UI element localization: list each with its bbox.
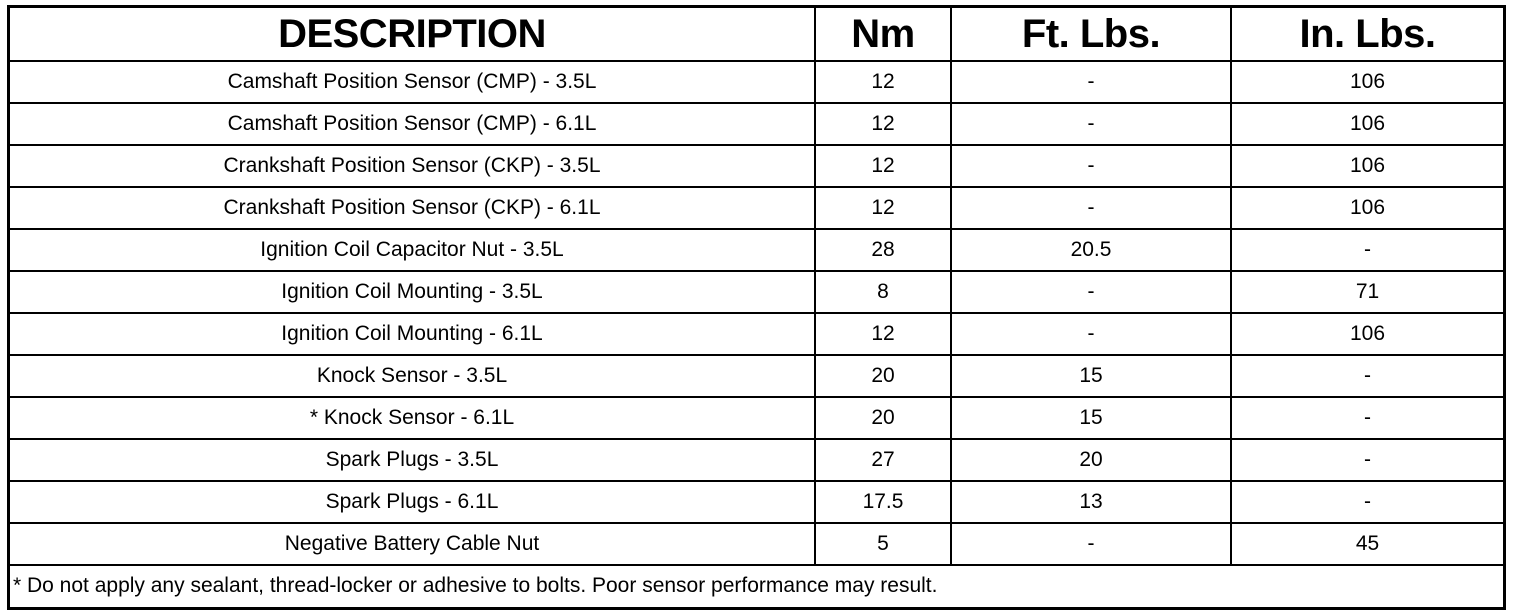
cell-in-lbs: 106 bbox=[1231, 103, 1503, 145]
table-row bbox=[10, 355, 1503, 397]
cell-nm: 28 bbox=[815, 229, 951, 271]
header-nm: Nm bbox=[815, 8, 951, 61]
cell-ft-lbs: 13 bbox=[951, 481, 1231, 523]
cell-nm: 8 bbox=[815, 271, 951, 313]
cell-ft-lbs: 20.5 bbox=[951, 229, 1231, 271]
cell-description: Spark Plugs - 3.5L bbox=[10, 439, 815, 481]
cell-nm: 12 bbox=[815, 61, 951, 103]
cell-in-lbs: 45 bbox=[1231, 523, 1503, 565]
table-row bbox=[10, 145, 1503, 187]
cell-in-lbs: - bbox=[1231, 439, 1503, 481]
cell-ft-lbs: - bbox=[951, 187, 1231, 229]
cell-nm: 20 bbox=[815, 397, 951, 439]
torque-spec-table bbox=[10, 8, 1503, 606]
footnote: * Do not apply any sealant, thread-locker or adhesive to bolts. Poor sensor performance may result. bbox=[10, 565, 1503, 606]
footnote-row bbox=[10, 565, 1503, 606]
cell-nm: 12 bbox=[815, 103, 951, 145]
cell-in-lbs: 106 bbox=[1231, 61, 1503, 103]
cell-nm: 27 bbox=[815, 439, 951, 481]
cell-in-lbs: - bbox=[1231, 481, 1503, 523]
table-row bbox=[10, 271, 1503, 313]
table-row bbox=[10, 313, 1503, 355]
cell-nm: 20 bbox=[815, 355, 951, 397]
cell-ft-lbs: - bbox=[951, 271, 1231, 313]
table-row bbox=[10, 481, 1503, 523]
table-row bbox=[10, 523, 1503, 565]
cell-ft-lbs: - bbox=[951, 313, 1231, 355]
cell-description: Spark Plugs - 6.1L bbox=[10, 481, 815, 523]
cell-description: Ignition Coil Capacitor Nut - 3.5L bbox=[10, 229, 815, 271]
cell-description: * Knock Sensor - 6.1L bbox=[10, 397, 815, 439]
cell-in-lbs: - bbox=[1231, 397, 1503, 439]
cell-description: Negative Battery Cable Nut bbox=[10, 523, 815, 565]
cell-in-lbs: - bbox=[1231, 229, 1503, 271]
cell-nm: 17.5 bbox=[815, 481, 951, 523]
cell-ft-lbs: 15 bbox=[951, 355, 1231, 397]
header-in-lbs: In. Lbs. bbox=[1231, 8, 1503, 61]
cell-ft-lbs: - bbox=[951, 523, 1231, 565]
cell-nm: 5 bbox=[815, 523, 951, 565]
cell-description: Crankshaft Position Sensor (CKP) - 6.1L bbox=[10, 187, 815, 229]
cell-description: Ignition Coil Mounting - 3.5L bbox=[10, 271, 815, 313]
table-row bbox=[10, 397, 1503, 439]
cell-ft-lbs: 20 bbox=[951, 439, 1231, 481]
table-row bbox=[10, 229, 1503, 271]
cell-in-lbs: 106 bbox=[1231, 145, 1503, 187]
cell-description: Camshaft Position Sensor (CMP) - 3.5L bbox=[10, 61, 815, 103]
table-row bbox=[10, 187, 1503, 229]
cell-ft-lbs: - bbox=[951, 103, 1231, 145]
cell-description: Crankshaft Position Sensor (CKP) - 3.5L bbox=[10, 145, 815, 187]
header-row bbox=[10, 8, 1503, 61]
header-description: DESCRIPTION bbox=[10, 8, 815, 61]
cell-nm: 12 bbox=[815, 145, 951, 187]
cell-ft-lbs: - bbox=[951, 61, 1231, 103]
table-row bbox=[10, 439, 1503, 481]
cell-ft-lbs: 15 bbox=[951, 397, 1231, 439]
cell-nm: 12 bbox=[815, 187, 951, 229]
cell-description: Knock Sensor - 3.5L bbox=[10, 355, 815, 397]
cell-nm: 12 bbox=[815, 313, 951, 355]
cell-in-lbs: 71 bbox=[1231, 271, 1503, 313]
cell-ft-lbs: - bbox=[951, 145, 1231, 187]
table-row bbox=[10, 61, 1503, 103]
table-row bbox=[10, 103, 1503, 145]
cell-in-lbs: - bbox=[1231, 355, 1503, 397]
cell-in-lbs: 106 bbox=[1231, 313, 1503, 355]
cell-in-lbs: 106 bbox=[1231, 187, 1503, 229]
cell-description: Camshaft Position Sensor (CMP) - 6.1L bbox=[10, 103, 815, 145]
torque-spec-sheet bbox=[7, 5, 1506, 610]
header-ft-lbs: Ft. Lbs. bbox=[951, 8, 1231, 61]
cell-description: Ignition Coil Mounting - 6.1L bbox=[10, 313, 815, 355]
